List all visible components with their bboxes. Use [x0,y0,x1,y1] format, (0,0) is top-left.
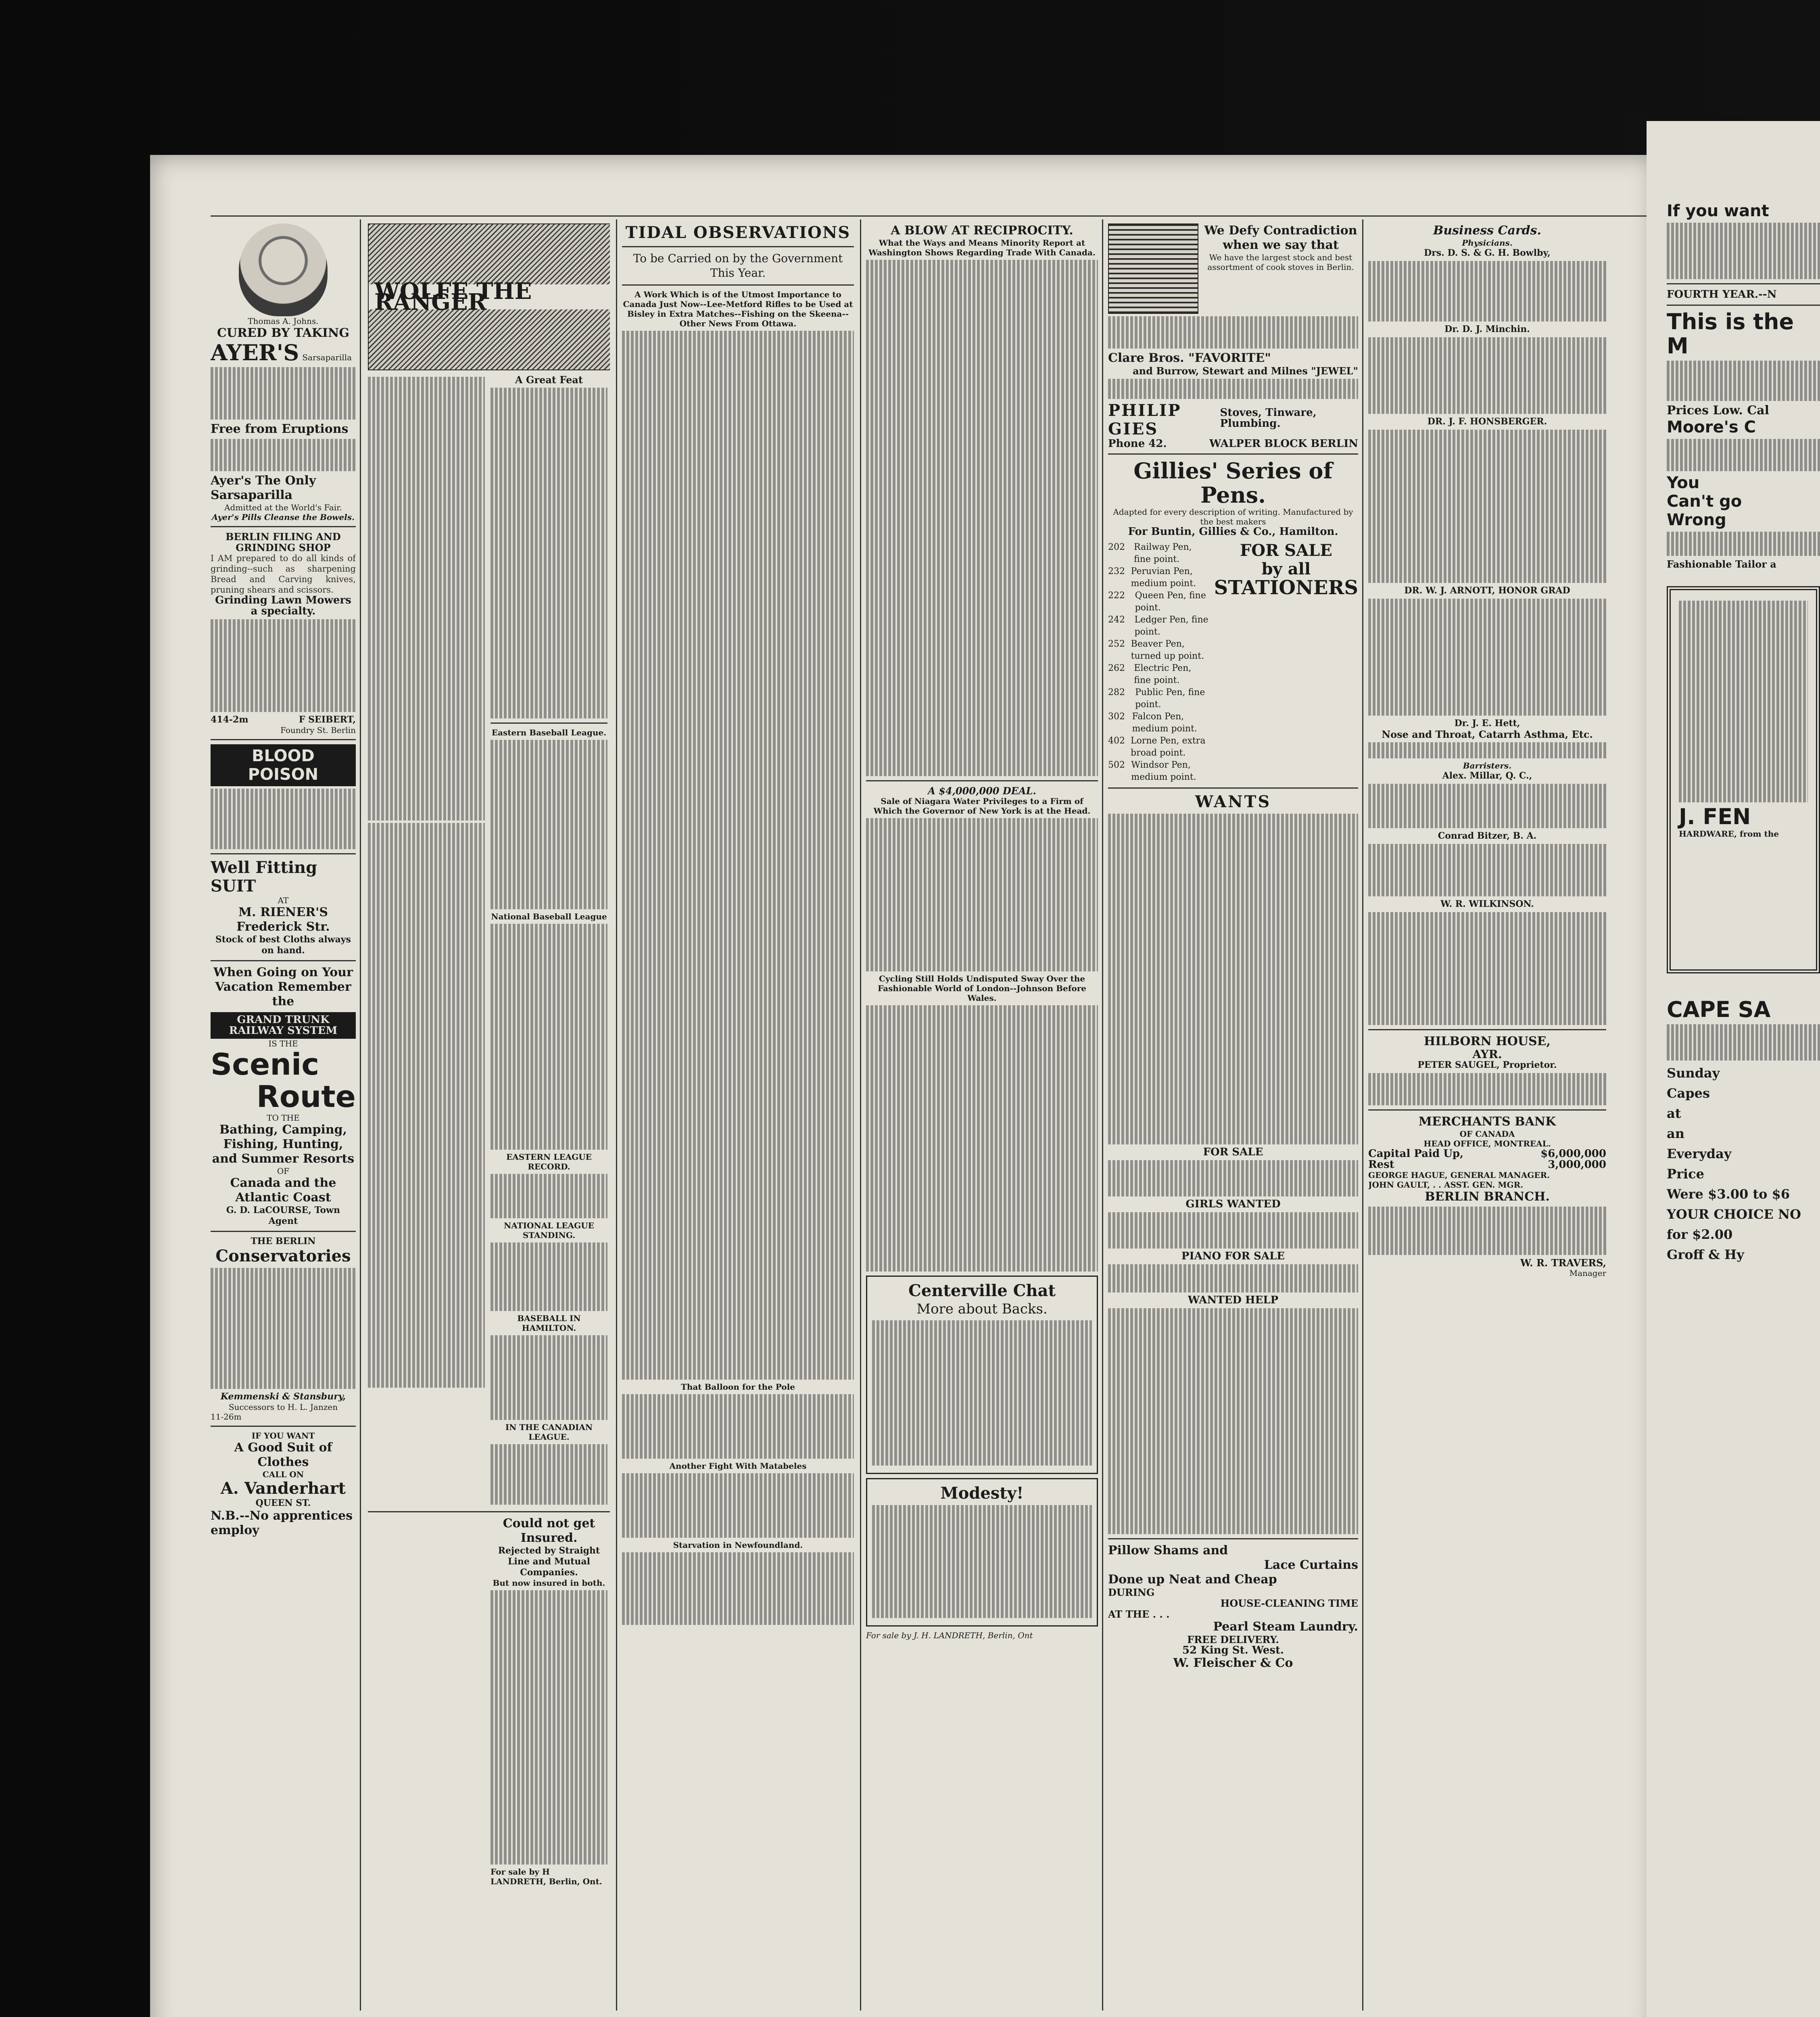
millar: Alex. Millar, Q. C., [1442,770,1532,781]
bitzer: Conrad Bitzer, B. A. [1438,831,1537,841]
wilkinson: W. R. WILKINSON. [1440,899,1534,909]
ayers-brand: AYER'S [211,340,299,365]
next-you-cant: You Can't go Wrong [1667,474,1742,529]
is-the: IS THE [268,1039,298,1048]
column-3 [622,223,854,2011]
suit-title: Well Fitting SUIT [211,858,317,896]
gault: JOHN GAULT, . . ASST. GEN. MGR. [1368,1180,1524,1190]
admitted-fair: Admitted at the World's Fair. [224,503,342,512]
pen-item: 282 Public Pen, fine point. [1108,687,1205,710]
vanderhart-street: QUEEN ST. [255,1498,311,1508]
next-everyday: Everyday [1667,1146,1732,1161]
next-prices: Prices Low. Cal [1667,403,1769,418]
conservatories-successors: Successors to H. L. Janzen [228,1402,338,1412]
clare-favorite: Clare Bros. "FAVORITE" [1108,351,1271,365]
newspaper-page [150,155,1655,2017]
gillies-adapted: Adapted for every description of writing. Manufactured by the best makers [1113,507,1353,526]
vanderhart-suit: A Good Suit of Clothes [234,1441,332,1469]
the-berlin: THE BERLIN [250,1236,316,1247]
matabeles-heading: Another Fight With Matabeles [669,1461,807,1471]
vanderhart-if: IF YOU WANT [251,1431,315,1441]
physicians-heading: Physicians. [1462,238,1513,248]
column-1 [211,223,356,2011]
pen-item: 222 Queen Pen, fine point. [1108,591,1206,613]
resorts: Bathing, Camping, Fishing, Hunting, and Summer Resorts [212,1123,355,1166]
national-standing-heading: NATIONAL LEAGUE STANDING. [504,1221,594,1240]
merchants-bank: MERCHANTS BANK [1418,1115,1556,1129]
suit-at: AT [278,896,289,905]
riener-stock: Stock of best Cloths always on hand. [215,934,351,956]
pen-item: 302 Falcon Pen, medium point. [1108,712,1197,734]
minchin: Dr. D. J. Minchin. [1444,324,1530,334]
next-fashionable: Fashionable Tailor a [1667,558,1776,570]
pen-item: 232 Peruvian Pen, medium point. [1108,566,1196,589]
column-4 [866,223,1098,2011]
portrait-caption: Thomas A. Johns. [248,316,319,326]
deal-heading: A $4,000,000 DEAL. [928,785,1036,797]
riener-name: M. RIENER'S [238,905,328,919]
insured-sold: For sale by H LANDRETH, Berlin, Ont. [490,1867,602,1886]
housecleaning: HOUSE-CLEANING TIME [1220,1597,1358,1609]
ayers-pills: Ayer's Pills Cleanse the Bowels. [211,512,355,522]
scenic-heading: Scenic [211,1047,319,1082]
next-price: Price [1667,1166,1704,1182]
insured-sub2: But now insured in both. [493,1578,605,1588]
adjacent-page [1647,121,1820,2017]
next-hardware: HARDWARE, from the [1679,829,1779,839]
manager: Manager [1569,1268,1606,1278]
hague: GEORGE HAGUE, GENERAL MANAGER. [1368,1170,1550,1180]
column-6 [1368,223,1606,2011]
column-rule [1102,219,1103,2011]
hilborn-house: HILBORN HOUSE, [1424,1034,1551,1048]
pen-list [1108,541,1210,783]
free-eruptions: Free from Eruptions [211,422,349,436]
piano-heading: PIANO FOR SALE [1181,1250,1285,1262]
defy-heading: We Defy Contradiction when we say that [1204,223,1357,252]
column-rule [860,219,861,2011]
gillies-title: Gillies' Series of Pens. [1133,458,1333,508]
pen-item: 202 Railway Pen, fine point. [1108,542,1192,564]
walper-block: WALPER BLOCK BERLIN [1209,438,1358,450]
girls-wanted-heading: GIRLS WANTED [1186,1198,1281,1210]
during: DURING [1108,1587,1155,1598]
vacation-line: When Going on Your Vacation Remember the [213,965,353,1008]
to-the: TO THE [267,1113,300,1123]
next-cape: CAPE SA [1667,997,1771,1022]
pen-item: 252 Beaver Pen, turned up point. [1108,639,1204,661]
town-agent: G. D. LaCOURSE, Town Agent [226,1205,340,1226]
centerville-sub: More about Backs. [916,1301,1048,1317]
column-rule [616,219,617,2011]
hett-specialty: Nose and Throat, Catarrh Asthma, Etc. [1382,729,1593,740]
vanderhart-name: A. Vanderhart [220,1479,346,1498]
reciprocity-title: A BLOW AT RECIPROCITY. [891,223,1073,238]
filing-title: BERLIN FILING AND GRINDING SHOP [225,531,341,553]
wants-heading: WANTS [1195,792,1271,811]
next-at: at [1667,1106,1681,1121]
done-up: Done up Neat and Cheap [1108,1572,1277,1587]
hett: Dr. J. E. Hett, [1454,718,1520,729]
next-fourth-year: FOURTH YEAR.--N [1667,288,1777,301]
balloon-heading: That Balloon for the Pole [681,1382,795,1392]
conservatories-firm: Kemmenski & Stansbury, [220,1391,346,1402]
pen-item: 502 Windsor Pen, medium point. [1108,760,1196,782]
pen-item: 402 Lorne Pen, extra broad point. [1108,736,1206,758]
berlin-branch: BERLIN BRANCH. [1425,1190,1550,1204]
pillow-shams: Pillow Shams and [1108,1543,1228,1558]
ayers-only: Ayer's The Only Sarsaparilla [211,474,316,502]
portrait-illustration [239,223,328,316]
next-this-is: This is the M [1667,309,1794,359]
eastern-record-heading: EASTERN LEAGUE RECORD. [506,1152,592,1171]
next-sunday: Sunday [1667,1065,1720,1081]
tidal-deck: To be Carried on by the Government This Year. [633,252,843,280]
eastern-league-heading: Eastern Baseball League. [491,728,607,737]
wolfe-ranger-illustration: WOLFE THE RANGER [368,223,610,370]
riener-street: Frederick Str. [236,920,330,934]
canadian-league-heading: IN THE CANADIAN LEAGUE. [505,1422,593,1442]
rest-row: Rest 3,000,000 [1368,1159,1606,1171]
national-league-heading: National Baseball League [491,912,607,921]
great-feat-heading: A Great Feat [515,374,583,386]
insured-heading: Could not get Insured. [503,1516,595,1545]
filing-signature: 414-2m F SEIBERT, [211,714,356,725]
for-sale-pens: FOR SALE [1240,541,1332,560]
ayers-sub: Sarsaparilla [302,353,352,362]
free-delivery: FREE DELIVERY. [1187,1634,1279,1645]
next-moores: Moore's C [1667,418,1756,436]
filing-special: Grinding Lawn Mowers a specialty. [215,594,351,617]
wanted-help-heading: WANTED HELP [1188,1294,1279,1306]
of-label: OF [277,1166,290,1176]
next-capes: Capes [1667,1086,1710,1101]
business-cards-title: Business Cards. [1433,223,1541,238]
modesty-title: Modesty! [940,1484,1024,1503]
defy-sub: We have the largest stock and best assortment of cook stoves in Berlin. [1207,253,1354,272]
pearl-laundry: Pearl Steam Laundry. [1213,1620,1358,1634]
canada-coast: Canada and the Atlantic Coast [230,1176,336,1205]
column-5 [1108,223,1358,2011]
travers: W. R. TRAVERS, [1520,1257,1606,1269]
hilborn-ayr: AYR. [1472,1048,1502,1061]
bowlby: Drs. D. S. & G. H. Bowlby, [1424,248,1551,258]
next-fen: J. FEN [1679,804,1751,829]
next-an: an [1667,1126,1684,1141]
tidal-title: TIDAL OBSERVATIONS [625,223,851,242]
insured-sub: Rejected by Straight Line and Mutual Companies. [498,1545,600,1578]
capital-row: Capital Paid Up, $6,000,000 [1368,1148,1606,1160]
phone: Phone 42. [1108,438,1167,450]
by-all: by all [1261,560,1311,578]
stoves-tinware: Stoves, Tinware, Plumbing. [1220,407,1317,430]
pen-item: 242 Ledger Pen, fine point. [1108,615,1208,637]
next-for: for $2.00 [1667,1227,1733,1242]
fleischer: W. Fleischer & Co [1173,1656,1293,1670]
column-rule [1362,219,1363,2011]
honsberger: DR. J. F. HONSBERGER. [1427,416,1547,427]
filing-lead: I AM prepared to do all kinds of grinding--such as sharpening Bread and Carving knives, pruning shears and scissors. [211,553,356,595]
next-if-you-want: If you want [1667,202,1769,220]
barristers-heading: Barristers. [1463,761,1512,770]
tidal-subdeck: A Work Which is of the Utmost Importance to Canada Just Now--Lee-Metford Rifles to be Used at Bisley in Extra Matches--Fishing on the Skeena--Other News From Ottawa. [623,290,853,328]
conservatories-title: Conservatories [215,1247,351,1265]
lace-curtains: Lace Curtains [1264,1558,1358,1572]
column-rule [360,219,361,2011]
arnott: DR. W. J. ARNOTT, HONOR GRAD [1404,585,1570,596]
stationers: STATIONERS [1214,576,1358,599]
next-groff: Groff & Hy [1667,1247,1744,1262]
column-2 [368,223,610,2011]
grand-trunk-banner: GRAND TRUNK RAILWAY SYSTEM [211,1012,356,1039]
blood-poison-banner: BLOOD POISON [211,744,356,786]
hamilton-heading: BASEBALL IN HAMILTON. [517,1313,581,1333]
reciprocity-deck: What the Ways and Means Minority Report at Washington Shows Regarding Trade With Canada. [868,238,1096,257]
centerville-title: Centerville Chat [908,1281,1056,1300]
head-office: HEAD OFFICE, MONTREAL. [1423,1139,1551,1148]
next-were: Were $3.00 to $6 [1667,1186,1790,1202]
top-rule [211,215,1655,217]
starvation-heading: Starvation in Newfoundland. [673,1540,803,1550]
vanderhart-call: CALL ON [262,1470,304,1479]
philip-gies: PHILIP GIES [1108,401,1181,438]
for-sale-heading: FOR SALE [1203,1146,1263,1158]
vanderhart-note: N.B.--No apprentices employ [211,1509,353,1537]
king-street: 52 King St. West. [1182,1644,1284,1656]
conservatories-code: 11-26m [211,1412,242,1422]
next-choice: YOUR CHOICE NO [1667,1207,1801,1222]
cured-heading: CURED BY TAKING [217,326,350,340]
stove-illustration [1108,223,1198,314]
route-heading: Route [256,1079,356,1114]
at-the: AT THE . . . [1108,1608,1170,1620]
modesty-sold: For sale by J. H. LANDRETH, Berlin, Ont [866,1631,1033,1640]
burrow-jewel: and Burrow, Stewart and Milnes "JEWEL" [1133,365,1358,377]
gillies-buntin: For Buntin, Gillies & Co., Hamilton. [1128,526,1338,538]
saugel: PETER SAUGEL, Proprietor. [1417,1060,1557,1070]
filing-address: Foundry St. Berlin [280,725,356,735]
deal-deck: Sale of Niagara Water Privileges to a Firm of Which the Governor of New York is at the Head. [873,796,1091,816]
pen-item: 262 Electric Pen, fine point. [1108,663,1192,685]
cycling-deck: Cycling Still Holds Undisputed Sway Over the Fashionable World of London--Johnson Before Wales. [878,974,1086,1003]
of-canada: OF CANADA [1459,1129,1515,1139]
